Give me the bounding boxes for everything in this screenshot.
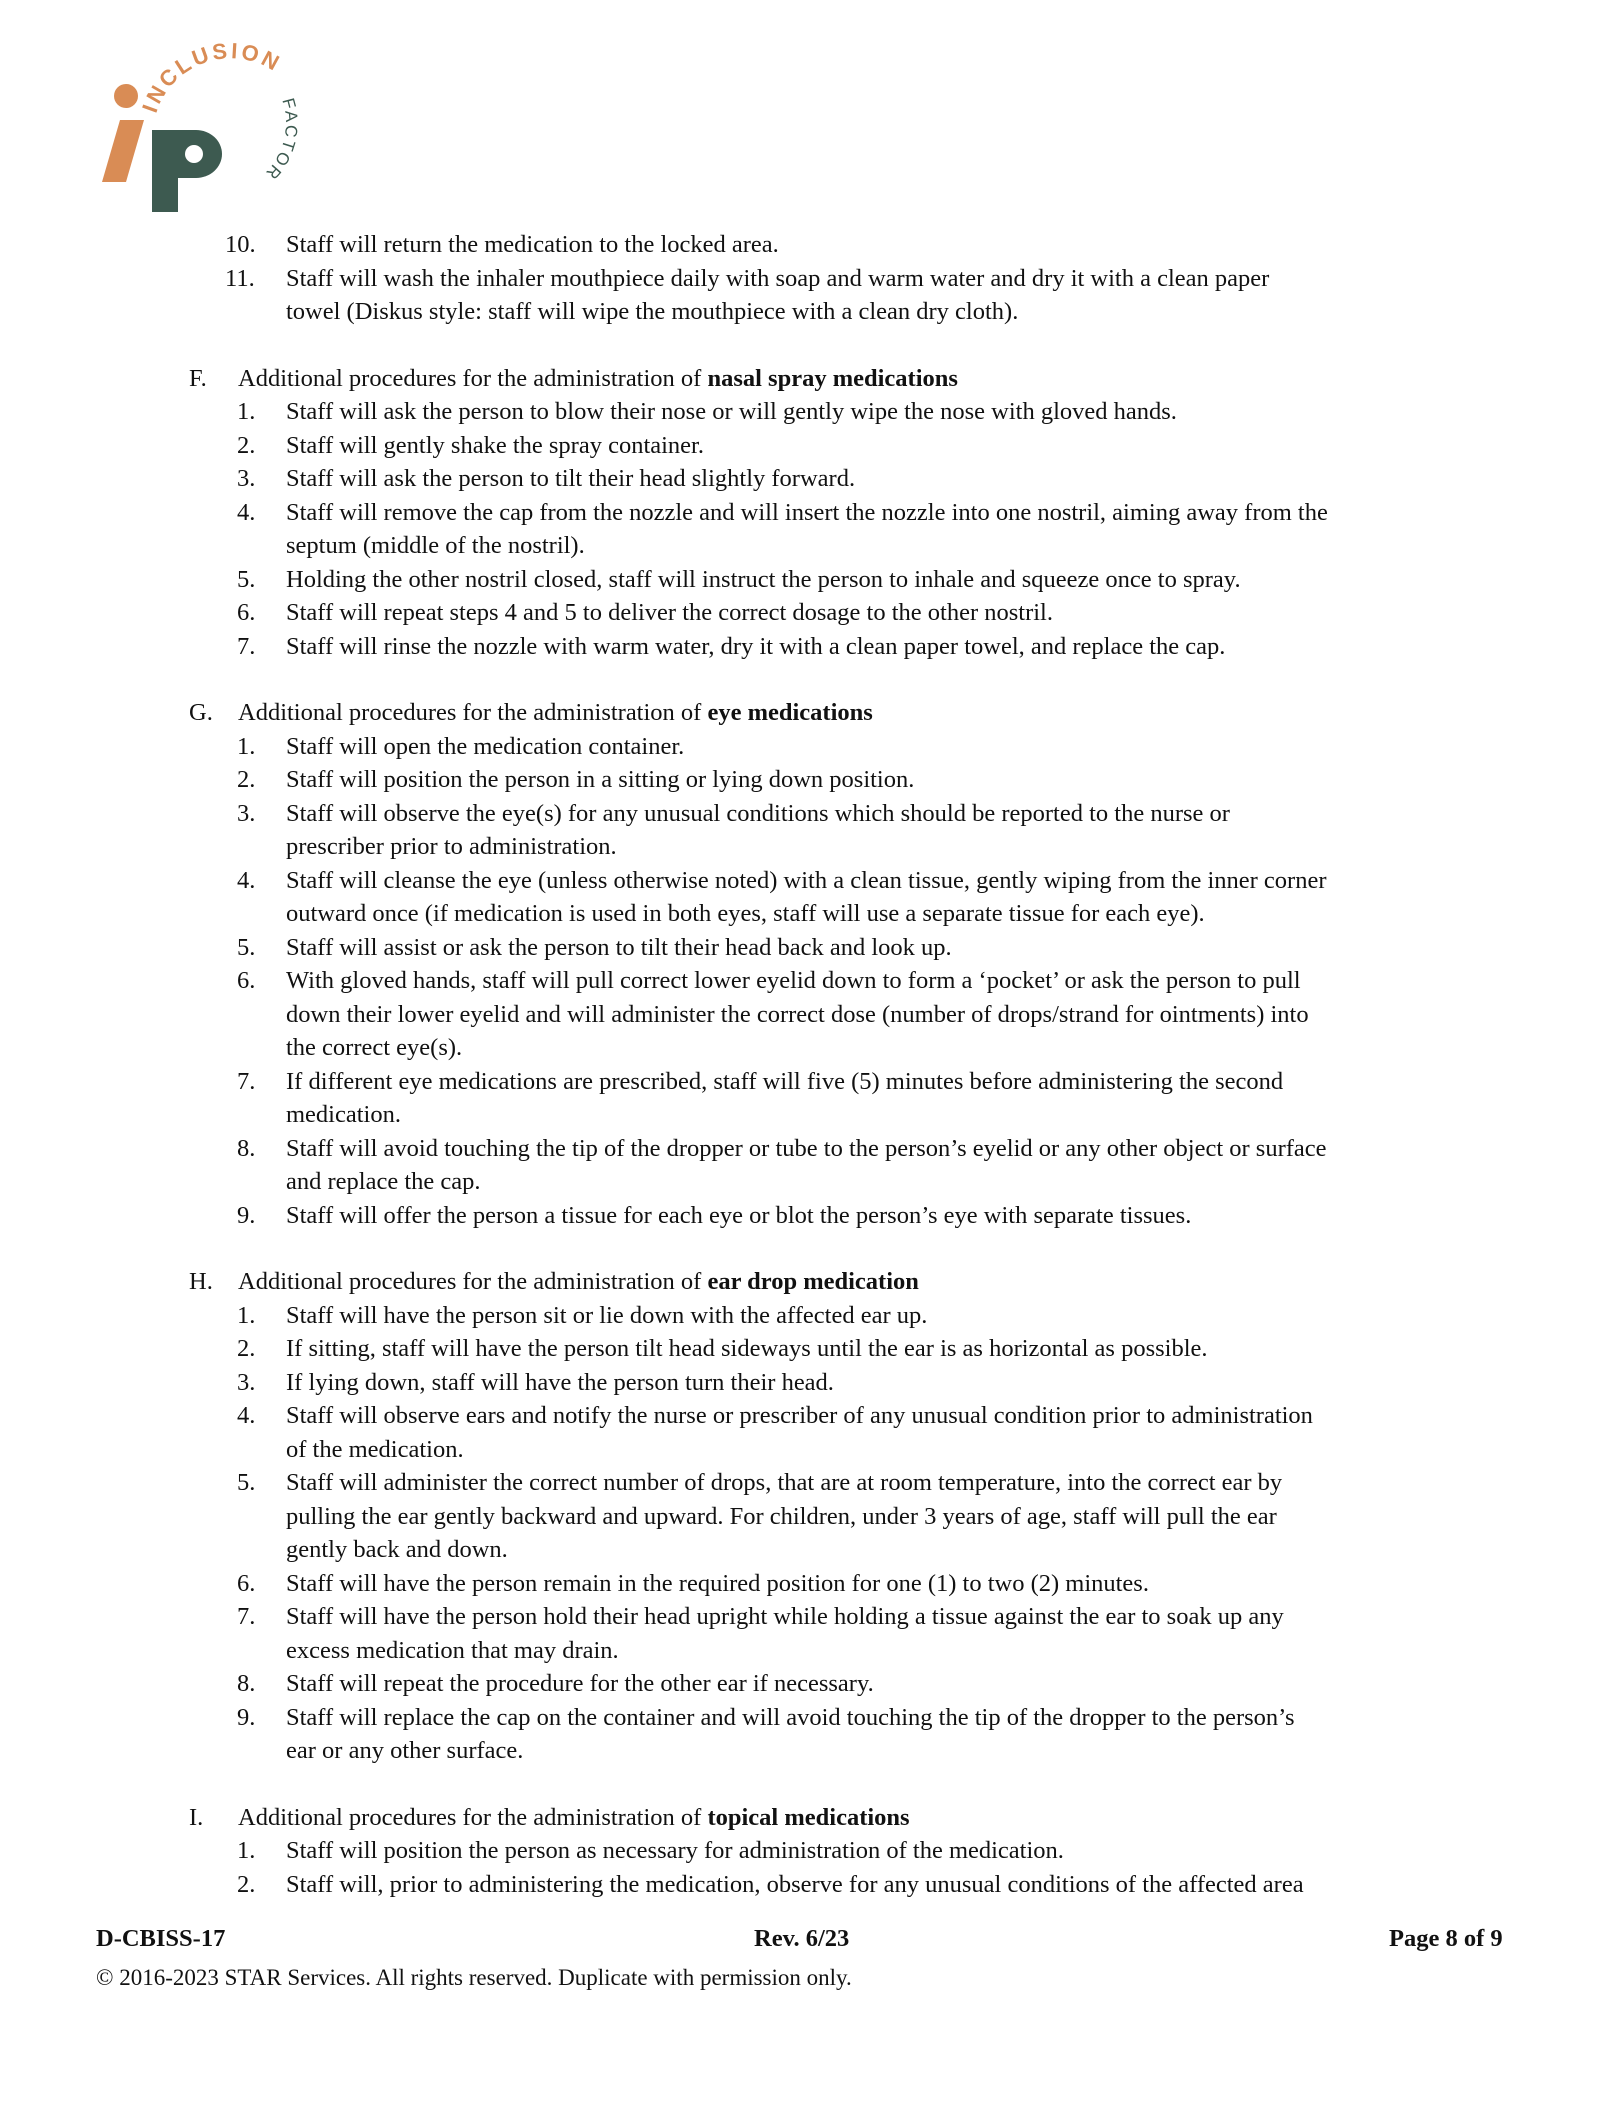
list-item-continuation [0, 1734, 1624, 1768]
section-title-emphasis: topical medications [707, 1803, 910, 1831]
item-number: 7. [237, 1067, 256, 1095]
document-body [0, 228, 1624, 1901]
section-title-prefix: Additional procedures for the administration of [238, 1803, 708, 1831]
item-number: 9. [237, 1703, 256, 1731]
item-number: 4. [237, 1402, 256, 1429]
continued-list [0, 228, 1624, 329]
document-id: D-CBISS-17 [96, 1925, 226, 1952]
list-item [0, 496, 1624, 530]
section-letter: H. [189, 1268, 213, 1295]
item-text: Staff will ask the person to blow their nose or will gently wipe the nose with gloved hands. [286, 398, 1177, 425]
list-item [0, 1567, 1624, 1601]
item-number: 6. [237, 599, 256, 626]
section-heading [0, 362, 1624, 396]
item-text: If sitting, staff will have the person tilt head sideways until the ear is as horizontal as possible. [286, 1335, 1208, 1362]
item-text: Staff will replace the cap on the container and will avoid touching the tip of the dropper to the person’s [286, 1703, 1295, 1731]
item-text: pulling the ear gently backward and upward. For children, under 3 years of age, staff will pull the ear [286, 1502, 1277, 1530]
section-title [238, 1265, 919, 1299]
list-item [0, 1466, 1624, 1500]
item-number: 8. [237, 1134, 256, 1162]
list-item [0, 1199, 1624, 1233]
list-item [0, 262, 1624, 296]
list-item [0, 1667, 1624, 1701]
item-text: Staff will have the person sit or lie down with the affected ear up. [286, 1301, 928, 1329]
list-item [0, 1366, 1624, 1400]
item-text: Staff will observe the eye(s) for any unusual conditions which should be reported to the nurse or [286, 799, 1230, 827]
section-f [0, 362, 1624, 664]
section-letter: I. [189, 1803, 204, 1831]
section-title-emphasis: nasal spray medications [707, 364, 958, 392]
item-number: 11. [225, 264, 255, 292]
item-text: Staff will position the person in a sitting or lying down position. [286, 766, 915, 793]
item-text: Staff will assist or ask the person to tilt their head back and look up. [286, 933, 952, 961]
svg-text:FACTOR: FACTOR [261, 96, 302, 185]
section-letter: G. [189, 699, 213, 726]
list-item-continuation [0, 1433, 1624, 1467]
list-item-continuation [0, 830, 1624, 864]
section-title [238, 362, 958, 396]
item-number: 4. [237, 498, 256, 526]
item-text: outward once (if medication is used in both eyes, staff will use a separate tissue for each eye). [286, 900, 1205, 927]
item-number: 2. [237, 1335, 256, 1362]
item-text: Staff will observe ears and notify the nurse or prescriber of any unusual condition prior to administration [286, 1402, 1313, 1429]
item-number: 5. [237, 565, 256, 593]
list-item-continuation [0, 529, 1624, 563]
section-h [0, 1265, 1624, 1768]
svg-text:INCLUSION: INCLUSION [137, 37, 286, 116]
item-text: Staff will have the person remain in the required position for one (1) to two (2) minutes. [286, 1569, 1149, 1597]
list-item [0, 1399, 1624, 1433]
item-number: 9. [237, 1201, 256, 1229]
item-number: 5. [237, 933, 256, 961]
item-number: 3. [237, 799, 256, 827]
section-title-emphasis: eye medications [707, 699, 873, 726]
item-text: septum (middle of the nostril). [286, 532, 585, 559]
item-text: Staff will rinse the nozzle with warm water, dry it with a clean paper towel, and replace the cap. [286, 632, 1226, 660]
item-number: 1. [237, 398, 256, 425]
copyright: © 2016-2023 STAR Services. All rights reserved. Duplicate with permission only. [96, 1965, 852, 1990]
item-text: Staff will return the medication to the locked area. [286, 231, 779, 258]
inclusion-factor-logo [96, 36, 306, 226]
item-number: 2. [237, 1870, 256, 1898]
item-text: excess medication that may drain. [286, 1636, 619, 1664]
section-heading [0, 1265, 1624, 1299]
list-item [0, 1299, 1624, 1333]
list-item [0, 1701, 1624, 1735]
list-item [0, 763, 1624, 797]
section-title-prefix: Additional procedures for the administration of [238, 699, 708, 726]
item-text: the correct eye(s). [286, 1034, 463, 1061]
item-text: Staff will position the person as necessary for administration of the medication. [286, 1837, 1064, 1864]
item-number: 1. [237, 732, 256, 760]
item-text: of the medication. [286, 1435, 464, 1463]
item-text: Staff will ask the person to tilt their head slightly forward. [286, 465, 856, 492]
item-text: and replace the cap. [286, 1168, 481, 1195]
item-text: Staff will, prior to administering the medication, observe for any unusual conditions of the affected area [286, 1870, 1304, 1898]
item-text: Staff will repeat steps 4 and 5 to deliver the correct dosage to the other nostril. [286, 599, 1053, 626]
item-text: prescriber prior to administration. [286, 833, 617, 860]
section-title-prefix: Additional procedures for the administration of [238, 364, 708, 392]
page-footer [0, 1925, 1624, 1990]
item-text: Staff will avoid touching the tip of the dropper or tube to the person’s eyelid or any other object or surface [286, 1134, 1327, 1162]
list-item-continuation [0, 1098, 1624, 1132]
list-item [0, 563, 1624, 597]
item-number: 4. [237, 866, 256, 894]
item-number: 7. [237, 632, 256, 660]
item-number: 1. [237, 1837, 256, 1864]
item-text: If lying down, staff will have the person turn their head. [286, 1368, 834, 1396]
item-text: gently back and down. [286, 1536, 508, 1563]
list-item [0, 931, 1624, 965]
item-number: 8. [237, 1670, 256, 1697]
section-letter: F. [189, 364, 207, 392]
page-number: Page 8 of 9 [1389, 1925, 1503, 1952]
list-item-continuation [0, 295, 1624, 329]
list-item-continuation [0, 1533, 1624, 1567]
item-text: Staff will gently shake the spray container. [286, 431, 704, 459]
list-item-continuation [0, 1165, 1624, 1199]
item-text: Staff will have the person hold their head upright while holding a tissue against the ear to soak up any [286, 1603, 1284, 1630]
item-text: If different eye medications are prescribed, staff will five (5) minutes before administering the second [286, 1067, 1284, 1095]
list-item [0, 596, 1624, 630]
item-text: ear or any other surface. [286, 1737, 524, 1764]
item-number: 5. [237, 1469, 256, 1496]
list-item [0, 1600, 1624, 1634]
item-number: 2. [237, 431, 256, 459]
section-heading [0, 696, 1624, 730]
item-number: 1. [237, 1301, 256, 1329]
item-text: down their lower eyelid and will administer the correct dose (number of drops/strand for ointments) into [286, 1000, 1309, 1028]
section-title-prefix: Additional procedures for the administration of [238, 1268, 708, 1295]
item-number: 3. [237, 465, 256, 492]
item-text: Staff will remove the cap from the nozzle and will insert the nozzle into one nostril, aiming away from the [286, 498, 1328, 526]
list-item [0, 1332, 1624, 1366]
item-text: Staff will cleanse the eye (unless otherwise noted) with a clean tissue, gently wiping from the inner corner [286, 866, 1327, 894]
section-title-emphasis: ear drop medication [707, 1268, 919, 1295]
list-item [0, 228, 1624, 262]
item-number: 2. [237, 766, 256, 793]
list-item [0, 864, 1624, 898]
item-number: 6. [237, 1569, 256, 1597]
list-item [0, 429, 1624, 463]
list-item-continuation [0, 998, 1624, 1032]
item-text: With gloved hands, staff will pull correct lower eyelid down to form a ‘pocket’ or ask the person to pull [286, 967, 1301, 994]
item-text: Staff will open the medication container. [286, 732, 685, 760]
item-number: 6. [237, 967, 256, 994]
list-item [0, 462, 1624, 496]
list-item [0, 1065, 1624, 1099]
list-item [0, 797, 1624, 831]
revision: Rev. 6/23 [754, 1925, 850, 1952]
item-text: towel (Diskus style: staff will wipe the mouthpiece with a clean dry cloth). [286, 298, 1019, 325]
item-number: 3. [237, 1368, 256, 1396]
item-text: Holding the other nostril closed, staff will instruct the person to inhale and squeeze once to spray. [286, 565, 1241, 593]
list-item [0, 1868, 1624, 1902]
section-title [238, 696, 873, 730]
section-i [0, 1801, 1624, 1902]
item-number: 7. [237, 1603, 256, 1630]
item-text: Staff will repeat the procedure for the other ear if necessary. [286, 1670, 874, 1697]
item-text: Staff will wash the inhaler mouthpiece daily with soap and warm water and dry it with a clean paper [286, 264, 1270, 292]
list-item-continuation [0, 897, 1624, 931]
list-item [0, 730, 1624, 764]
item-text: Staff will offer the person a tissue for each eye or blot the person’s eye with separate tissues. [286, 1201, 1192, 1229]
list-item-continuation [0, 1031, 1624, 1065]
list-item [0, 1132, 1624, 1166]
list-item [0, 1834, 1624, 1868]
item-text: Staff will administer the correct number of drops, that are at room temperature, into the correct ear by [286, 1469, 1283, 1496]
item-text: medication. [286, 1101, 401, 1128]
list-item-continuation [0, 1634, 1624, 1668]
list-item [0, 964, 1624, 998]
list-item-continuation [0, 1500, 1624, 1534]
section-heading [0, 1801, 1624, 1835]
list-item [0, 630, 1624, 664]
section-g [0, 696, 1624, 1232]
item-number: 10. [225, 231, 256, 258]
list-item [0, 395, 1624, 429]
section-title [238, 1801, 910, 1835]
